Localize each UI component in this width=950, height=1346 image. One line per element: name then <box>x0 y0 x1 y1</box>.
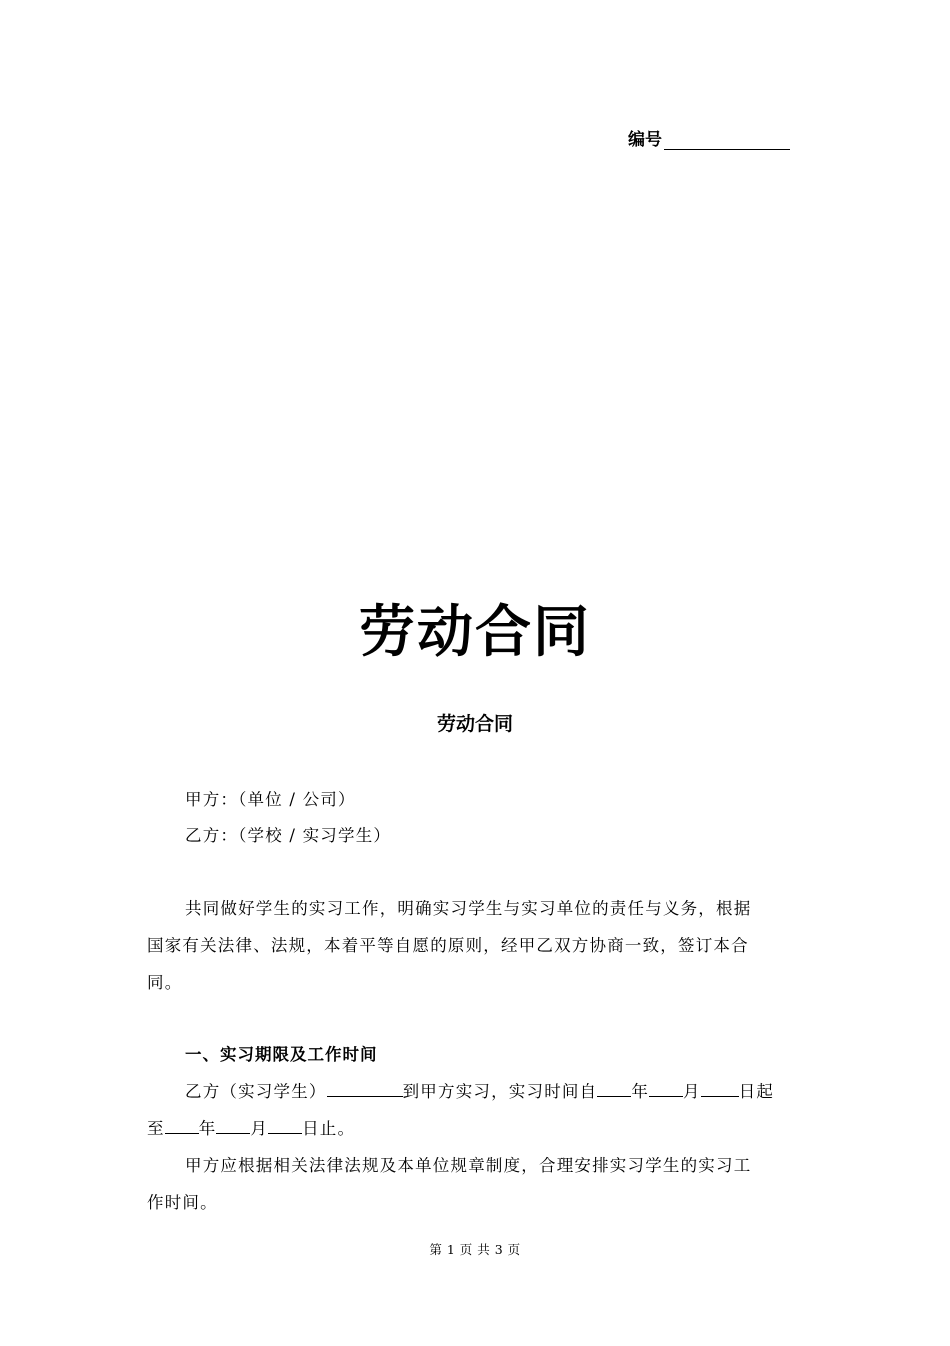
section-1-paragraph-1-line-2 <box>147 1117 355 1141</box>
start-month-blank <box>649 1080 683 1097</box>
document-title: 劳动合同 <box>359 599 591 665</box>
end-year-blank <box>165 1117 199 1134</box>
contract-number-field <box>628 124 790 150</box>
start-year-label: 年 <box>631 1082 650 1101</box>
start-day-blank <box>701 1080 739 1097</box>
section-1-paragraph-1-line-1 <box>185 1080 774 1104</box>
section-1-paragraph-2-line-2: 作时间。 <box>147 1193 218 1212</box>
intro-line-1: 共同做好学生的实习工作，明确实习学生与实习单位的责任与义务，根据 <box>185 899 752 918</box>
party-b-line: 乙方：（学校 / 实习学生） <box>185 826 392 845</box>
page-footer: 第 1 页 共 3 页 <box>429 1242 521 1257</box>
intern-name-blank <box>327 1080 403 1097</box>
end-month-label: 月 <box>250 1119 269 1138</box>
end-year-label: 年 <box>198 1119 217 1138</box>
contract-number-label: 编号 <box>628 130 662 150</box>
section-1-paragraph-2-line-1: 甲方应根据相关法律法规及本单位规章制度，合理安排实习学生的实习工 <box>185 1156 752 1175</box>
end-month-blank <box>216 1117 250 1134</box>
contract-number-blank <box>664 129 790 150</box>
start-year-blank <box>597 1080 631 1097</box>
section-1-heading: 一、实习期限及工作时间 <box>185 1045 378 1064</box>
intro-line-3: 同。 <box>147 973 183 992</box>
end-date-prefix: 至 <box>147 1119 165 1138</box>
internship-period-label: 到甲方实习，实习时间自 <box>402 1082 598 1101</box>
intern-label: 乙方（实习学生） <box>185 1082 327 1101</box>
party-a-line: 甲方：（单位 / 公司） <box>185 790 356 809</box>
start-month-label: 月 <box>683 1082 701 1101</box>
start-day-label: 日起 <box>738 1082 775 1101</box>
end-day-blank <box>268 1117 302 1134</box>
document-subtitle: 劳动合同 <box>436 713 513 735</box>
end-day-label: 日止。 <box>302 1119 356 1138</box>
intro-line-2: 国家有关法律、法规，本着平等自愿的原则，经甲乙双方协商一致，签订本合 <box>147 936 749 955</box>
